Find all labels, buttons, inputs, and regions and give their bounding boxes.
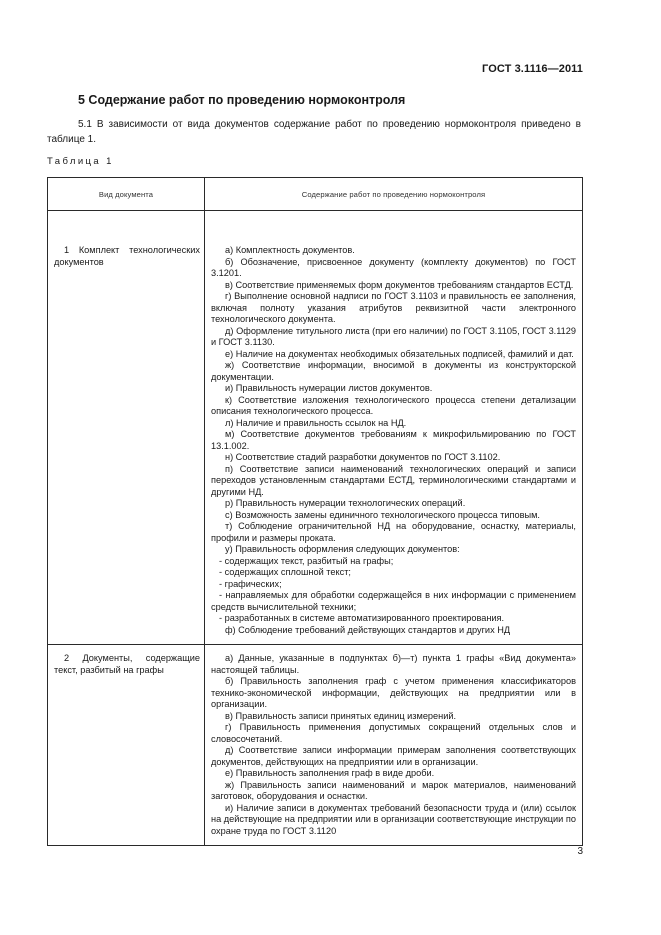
content-list-item: а) Комплектность документов.: [225, 245, 355, 255]
content-list-item: с) Возможность замены единичного технологического процесса типовым.: [225, 509, 540, 520]
normcontrol-table: [47, 177, 583, 846]
content-list-item: д) Соответствие записи информации примерам заполнения соответствующих документов, действующих на предприятии или в организации.: [211, 745, 576, 767]
content-list-item: и) Наличие записи в документах требований безопасности труда и (или) ссылок на действующие на предприятии или в организации соответствующие инструкции по охране труда по ГОСТ 3.1120: [211, 802, 576, 836]
content-list-item: е) Наличие на документах необходимых обязательных подписей, фамилий и дат.: [225, 348, 574, 359]
content-list-item: г) Выполнение основной надписи по ГОСТ 3.1103 и правильность ее заполнения, включая полноту указания атрибутов реквизитной части электронного технологического документа.: [211, 291, 576, 324]
content-list-item: б) Правильность заполнения граф с учетом применения классификаторов технико-экономической информации, действующих на предприятии или в организации.: [211, 676, 576, 709]
content-list-item: м) Соответствие документов требованиям к микрофильмированию по ГОСТ 13.1.002.: [211, 429, 576, 451]
content-list-item: т) Соблюдение ограничительной НД на оборудование, оснастку, материалы, профили и размеры проката.: [211, 521, 576, 543]
table-row: [48, 211, 583, 645]
col-header-content: Содержание работ по проведению нормоконтроля: [205, 178, 583, 211]
content-list-item: - содержащих сплошной текст;: [219, 567, 351, 577]
content-list-item: н) Соответствие стадий разработки документов по ГОСТ 3.1102.: [225, 452, 501, 462]
content-list-item: р) Правильность нумерации технологических операций.: [225, 498, 466, 508]
content-list-item: - разработанных в системе автоматизированного проектирования.: [219, 613, 505, 623]
section-title: 5 Содержание работ по проведению нормоконтроля: [78, 93, 406, 107]
content-list-item: к) Соответствие изложения технологического процесса степени детализации описания технологического процесса.: [211, 394, 576, 416]
doc-type-cell: 1 Комплект технологических документов: [48, 211, 205, 645]
content-list-item: б) Обозначение, присвоенное документу (комплекту документов) по ГОСТ 3.1201.: [211, 256, 576, 278]
table-caption: Таблица 1: [47, 156, 114, 167]
content-cell: [205, 211, 583, 645]
content-list-item: л) Наличие и правильность ссылок на НД.: [225, 417, 407, 428]
table-row: [48, 645, 583, 846]
page-number: 3: [577, 846, 583, 857]
content-list-item: ж) Соответствие информации, вносимой в документы из конструкторской документации.: [211, 360, 576, 382]
intro-paragraph: 5.1 В зависимости от вида документов содержание работ по проведению нормоконтроля приведено в таблице 1.: [47, 119, 581, 145]
content-list-item: а) Данные, указанные в подпунктах б)—т) пункта 1 графы «Вид документа» настоящей таблицы.: [211, 653, 576, 675]
col-header-doc-type: Вид документа: [48, 178, 205, 211]
content-list-item: - направляемых для обработки содержащейся в них информации с применением средств вычислительной техники;: [211, 590, 576, 612]
document-code: ГОСТ 3.1116—2011: [482, 63, 583, 75]
content-list-item: в) Соответствие применяемых форм документов требованиям стандартов ЕСТД.: [225, 279, 574, 290]
content-cell: [205, 645, 583, 846]
table-header-row: [48, 178, 583, 211]
content-list-item: у) Правильность оформления следующих документов:: [225, 544, 460, 554]
content-list-item: и) Правильность нумерации листов документов.: [225, 383, 433, 393]
content-list-item: д) Оформление титульного листа (при его наличии) по ГОСТ 3.1105, ГОСТ 3.1129 и ГОСТ 3.1130.: [211, 325, 576, 347]
content-list-item: п) Соответствие записи наименований технологических операций и записи переходов установленным стандартами ЕСТД, терминологическими стандартами и другими НД.: [211, 463, 576, 497]
content-list-item: - графических;: [219, 578, 282, 589]
content-list-item: ф) Соблюдение требований действующих стандартов и других НД: [225, 624, 511, 635]
content-list-item: г) Правильность применения допустимых сокращений отдельных слов и словосочетаний.: [211, 722, 576, 744]
content-list-item: в) Правильность записи принятых единиц измерений.: [225, 710, 457, 721]
content-list-item: ж) Правильность записи наименований и марок материалов, наименований заготовок, оборудования и оснастки.: [211, 779, 576, 801]
content-list-item: е) Правильность заполнения граф в виде дроби.: [225, 768, 435, 778]
doc-type-cell: 2 Документы, содержащие текст, разбитый на графы: [48, 645, 205, 846]
content-list-item: - содержащих текст, разбитый на графы;: [219, 555, 394, 566]
